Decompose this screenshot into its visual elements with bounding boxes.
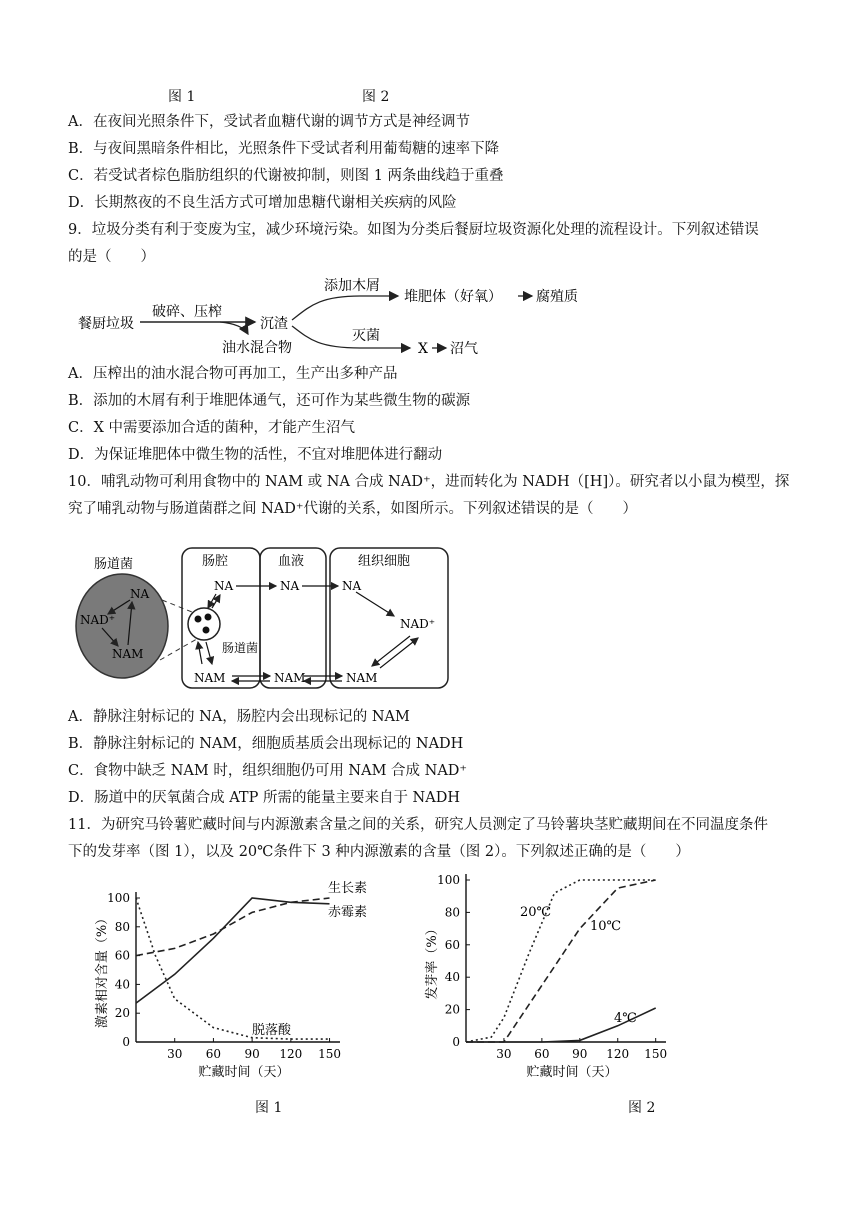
q9-lower-x: X <box>418 341 428 357</box>
q9-oil-arrow <box>220 322 248 334</box>
q9-option-b: B．添加的木屑有利于堆肥体通气，还可作为某些微生物的碳源 <box>68 393 471 409</box>
q9-stem-line1: 9．垃圾分类有利于变废为宝，减少环境污染。如图为分类后餐厨垃圾资源化处理的流程设计。下列叙述错误 <box>68 222 759 238</box>
arrow-na-nad <box>356 592 394 616</box>
lumen-bacteria-dot-2 <box>205 614 212 621</box>
q9-oil-label: 油水混合物 <box>222 340 292 356</box>
q9-option-d: D．为保证堆肥体中微生物的活性，不宜对堆肥体进行翻动 <box>68 447 443 463</box>
arrow-nad-nam <box>372 636 410 666</box>
q9-flow-diagram <box>70 276 630 360</box>
tissue-title: 组织细胞 <box>358 554 411 569</box>
q10-option-d: D．肠道中的厌氧菌合成 ATP 所需的能量主要来自于 NADH <box>68 790 460 806</box>
lumen-arrow-na-in <box>208 594 216 608</box>
lumen-bacteria-dot-3 <box>203 627 210 634</box>
blood-title: 血液 <box>278 554 305 569</box>
top-fig1-caption: 图 1 <box>168 89 196 105</box>
hormone-chart-y-tick-label: 100 <box>107 891 130 905</box>
hormone-chart-y-tick-label: 60 <box>114 948 130 963</box>
blood-nam: NAM <box>274 671 306 685</box>
q10-option-b: B．静脉注射标记的 NAM，细胞质基质会出现标记的 NADH <box>68 736 464 752</box>
lumen-arrow-nam-in <box>206 642 212 664</box>
hormone-chart-series-label-0: 生长素 <box>328 881 368 896</box>
bacteria-title: 肠道菌 <box>94 557 134 572</box>
germination-chart-x-tick-label: 60 <box>534 1047 550 1061</box>
lumen-bacteria-label: 肠道菌 <box>222 641 259 655</box>
germination-chart-series-label-0: 20℃ <box>520 905 552 920</box>
hormone-chart-x-tick-label: 30 <box>167 1047 183 1061</box>
q11-stem-line1: 11．为研究马铃薯贮藏时间与内源激素含量之间的关系，研究人员测定了马铃薯块茎贮藏期间在不同温度条件 <box>68 817 768 833</box>
germination-chart-y-tick-label: 60 <box>444 937 460 952</box>
q8-option-b: B．与夜间黑暗条件相比，光照条件下受试者利用葡萄糖的速率下降 <box>68 141 500 157</box>
germination-chart-y-tick-label: 20 <box>444 1002 460 1017</box>
q9-lower-end: 沼气 <box>450 341 478 357</box>
hormone-chart-x-tick-label: 60 <box>205 1047 222 1061</box>
hormone-chart-y-tick-label: 0 <box>122 1035 130 1049</box>
bacteria-nad: NAD⁺ <box>80 613 116 627</box>
hormone-chart-x-tick-label: 120 <box>279 1047 303 1061</box>
germination-chart-x-axis-label: 贮藏时间（天） <box>526 1065 618 1080</box>
q11-fig2-caption: 图 2 <box>628 1100 656 1116</box>
germination-chart-x-tick-label: 120 <box>606 1047 630 1061</box>
germination-chart-series-label-1: 10℃ <box>590 919 622 934</box>
q9-lower-branch <box>292 326 410 348</box>
q9-upper-result: 堆肥体（好氧） <box>404 289 502 305</box>
germination-chart-y-tick-label: 0 <box>452 1035 460 1049</box>
q9-lower-branch-label: 灭菌 <box>352 328 380 344</box>
q11-stem-line2: 下的发芽率（图 1），以及 20℃条件下 3 种内源激素的含量（图 2）。下列叙述正确的是（ ） <box>68 844 690 860</box>
lumen-title: 肠腔 <box>202 554 229 569</box>
hormone-chart-series-1 <box>136 898 330 1003</box>
hormone-chart-series-label-1: 赤霉素 <box>328 905 368 920</box>
germination-chart-x-tick-label: 90 <box>572 1047 588 1061</box>
q10-stem-line1: 10．哺乳动物可利用食物中的 NAM 或 NA 合成 NAD⁺，进而转化为 NADH（[H]）。研究者以小鼠为模型，探 <box>68 474 790 490</box>
hormone-chart-y-tick-label: 80 <box>114 919 130 934</box>
q10-option-a: A．静脉注射标记的 NA，肠腔内会出现标记的 NAM <box>68 709 410 725</box>
q9-option-c: C．X 中需要添加合适的菌种，才能产生沼气 <box>68 420 356 436</box>
q9-step-label: 破碎、压榨 <box>152 304 222 320</box>
hormone-chart-y-axis-label: 激素相对含量（%） <box>95 911 110 1029</box>
q9-stem-line2: 的是（ ） <box>68 249 155 265</box>
hormone-chart-x-axis-label: 贮藏时间（天） <box>198 1065 290 1080</box>
top-fig2-caption: 图 2 <box>362 89 390 105</box>
q9-residue-label: 沉渣 <box>260 316 288 332</box>
q10-option-c: C．食物中缺乏 NAM 时，组织细胞仍可用 NAM 合成 NAD⁺ <box>68 763 468 779</box>
q9-option-a: A．压榨出的油水混合物可再加工，生产出多种产品 <box>68 366 398 382</box>
lumen-arrow-na-out <box>212 595 220 608</box>
q10-stem-line2: 究了哺乳动物与肠道菌群之间 NAD⁺代谢的关系，如图所示。下列叙述错误的是（ ） <box>68 501 638 517</box>
hormone-chart-y-tick-label: 40 <box>114 977 130 992</box>
bacteria-na: NA <box>130 587 150 601</box>
tissue-nam: NAM <box>346 671 378 685</box>
q9-upper-branch-label: 添加木屑 <box>324 278 380 294</box>
q8-option-c: C．若受试者棕色脂肪组织的代谢被抑制，则图 1 两条曲线趋于重叠 <box>68 168 504 184</box>
q9-start-label: 餐厨垃圾 <box>78 316 134 332</box>
q9-upper-branch <box>292 296 398 320</box>
germination-chart-y-tick-label: 40 <box>444 970 460 985</box>
lumen-arrow-nam-out <box>198 642 202 664</box>
lumen-bacteria-circle <box>188 608 220 640</box>
lumen-nam: NAM <box>194 671 226 685</box>
hormone-chart-x-tick-label: 90 <box>244 1047 260 1061</box>
hormone-chart-x-tick-label: 150 <box>318 1047 342 1061</box>
q10-metabolism-diagram <box>72 540 454 696</box>
hormone-chart-series-0 <box>136 898 330 956</box>
blood-box <box>260 548 326 688</box>
germination-chart-x-tick-label: 30 <box>496 1047 512 1061</box>
q8-option-d: D．长期熬夜的不良生活方式可增加患糖代谢相关疾病的风险 <box>68 195 457 211</box>
hormone-chart <box>80 880 380 1090</box>
blood-na: NA <box>280 579 300 593</box>
germination-chart-x-tick-label: 150 <box>644 1047 668 1061</box>
q11-fig1-caption: 图 1 <box>255 1100 283 1116</box>
tissue-na: NA <box>342 579 362 593</box>
germination-chart-y-tick-label: 80 <box>444 905 460 920</box>
q9-upper-end: 腐殖质 <box>536 289 578 305</box>
germination-chart <box>410 870 700 1090</box>
tissue-nad: NAD⁺ <box>400 617 436 631</box>
lumen-bacteria-dot-1 <box>195 616 202 623</box>
lumen-na: NA <box>214 579 234 593</box>
germination-chart-series-label-2: 4℃ <box>614 1011 637 1026</box>
q8-option-a: A．在夜间光照条件下，受试者血糖代谢的调节方式是神经调节 <box>68 114 470 130</box>
bacteria-nam: NAM <box>112 647 144 661</box>
arrow-nam-nad <box>380 638 418 668</box>
hormone-chart-series-label-2: 脱落酸 <box>252 1023 292 1038</box>
germination-chart-y-tick-label: 100 <box>437 873 460 887</box>
hormone-chart-y-tick-label: 20 <box>114 1006 130 1021</box>
germination-chart-y-axis-label: 发芽率（%） <box>425 922 440 1000</box>
